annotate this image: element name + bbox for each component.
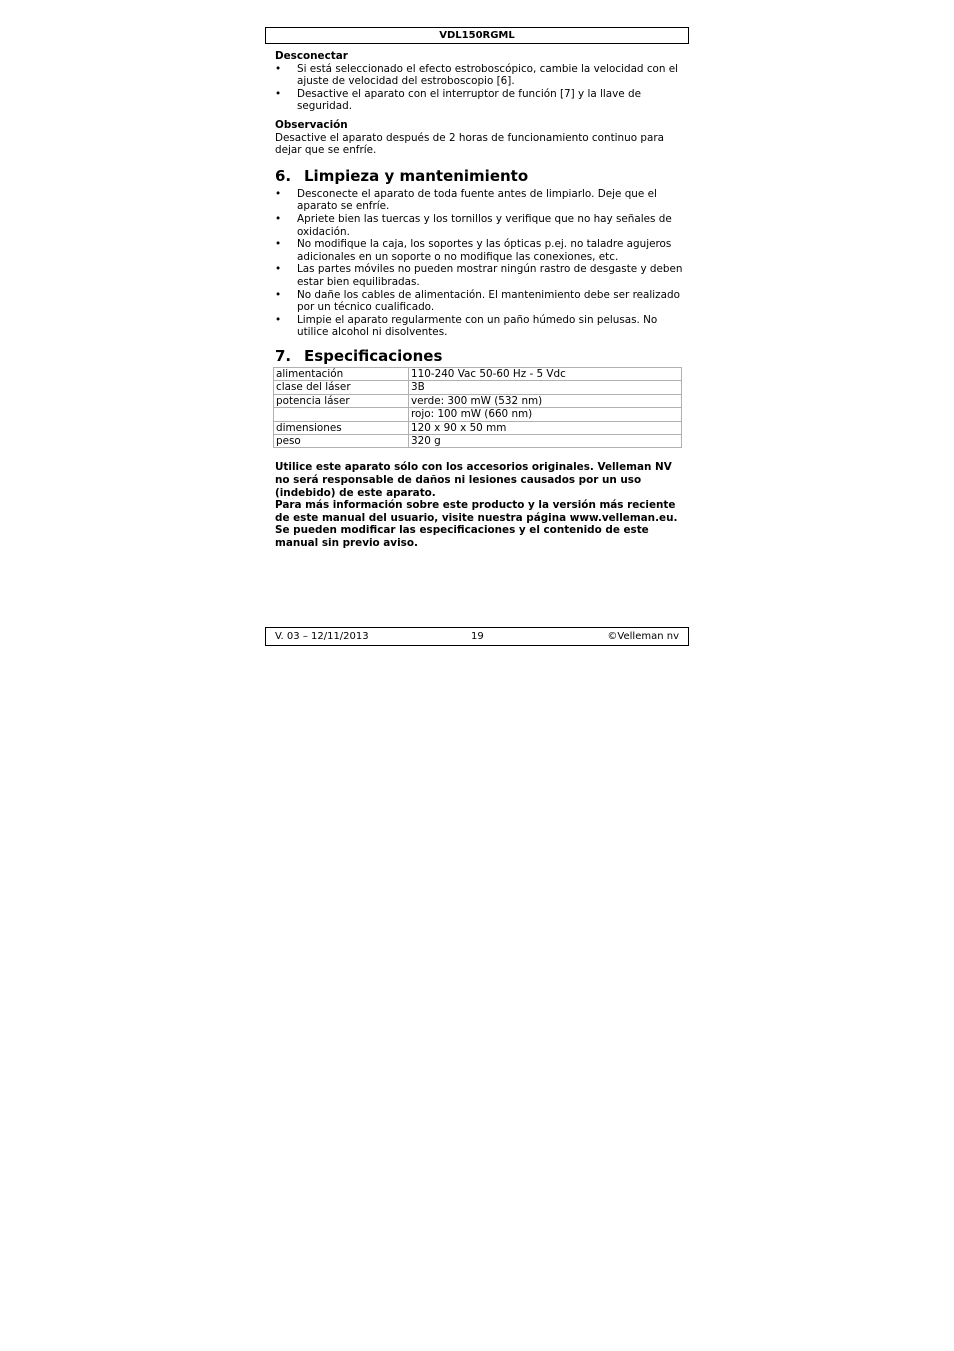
spec-value: 3B (409, 381, 682, 394)
model-name: VDL150RGML (439, 30, 515, 41)
spec-label: potencia láser (274, 394, 409, 407)
table-row (274, 367, 682, 380)
section-title: Especificaciones (304, 346, 443, 365)
page-header (265, 27, 689, 44)
page-number: 19 (471, 631, 484, 642)
spec-value: verde: 300 mW (532 nm) (409, 394, 682, 407)
info-note: Para más información sobre este producto y la versión más reciente de este manual del usuario, visite nuestra página www.velleman.eu. Se pueden modificar las especificaciones y el contenido de este manual sin previo aviso. (275, 499, 678, 549)
table-row (274, 434, 682, 447)
list-item: • Apriete bien las tuercas y los tornillos y verifique que no hay señales de oxidación. (275, 213, 685, 238)
observation-text: Desactive el aparato después de 2 horas de funcionamiento continuo para dejar que se enfríe. (275, 131, 664, 157)
table-row (274, 408, 682, 421)
section-number: 6. (275, 166, 292, 185)
spec-label: peso (274, 434, 409, 447)
accessories-note: Utilice este aparato sólo con los accesorios originales. Velleman NV no será responsable de daños ni lesiones causados por un uso (indebido) de este aparato. (275, 461, 672, 499)
disconnect-heading: Desconectar (275, 50, 348, 62)
list-item: • No modifique la caja, los soportes y las ópticas p.ej. no taladre agujeros adicionales en un soporte o no modifique las conexiones, etc. (275, 238, 685, 263)
list-item: • Desactive el aparato con el interruptor de función [7] y la llave de seguridad. (275, 88, 685, 113)
table-row (274, 421, 682, 434)
spec-label: dimensiones (274, 421, 409, 434)
section-6-heading (275, 167, 685, 185)
table-row (274, 394, 682, 407)
section-title: Limpieza y mantenimiento (304, 166, 529, 185)
observation-heading: Observación (275, 118, 348, 131)
spec-label: alimentación (274, 367, 409, 380)
page-content (275, 50, 685, 549)
version-date: V. 03 – 12/11/2013 (275, 631, 369, 642)
table-row (274, 381, 682, 394)
spec-value: 120 x 90 x 50 mm (409, 421, 682, 434)
list-item: • Las partes móviles no pueden mostrar ningún rastro de desgaste y deben estar bien equilibradas. (275, 263, 685, 288)
disconnect-list (275, 63, 685, 113)
spec-label: clase del láser (274, 381, 409, 394)
spec-value: 110-240 Vac 50-60 Hz - 5 Vdc (409, 367, 682, 380)
page-footer (265, 627, 689, 646)
list-item: • Limpie el aparato regularmente con un paño húmedo sin pelusas. No utilice alcohol ni disolventes. (275, 314, 685, 339)
spec-value: 320 g (409, 434, 682, 447)
list-item: • No dañe los cables de alimentación. El mantenimiento debe ser realizado por un técnico cualificado. (275, 289, 685, 314)
list-item: • Si está seleccionado el efecto estroboscópico, cambie la velocidad con el ajuste de velocidad del estroboscopio [6]. (275, 63, 685, 88)
spec-label (274, 408, 409, 421)
section-number: 7. (275, 346, 292, 365)
maintenance-list (275, 188, 685, 339)
list-item: • Desconecte el aparato de toda fuente antes de limpiarlo. Deje que el aparato se enfríe. (275, 188, 685, 213)
spec-value: rojo: 100 mW (660 nm) (409, 408, 682, 421)
section-7-heading (275, 347, 685, 365)
copyright: ©Velleman nv (607, 631, 679, 642)
specifications-table (273, 367, 682, 448)
